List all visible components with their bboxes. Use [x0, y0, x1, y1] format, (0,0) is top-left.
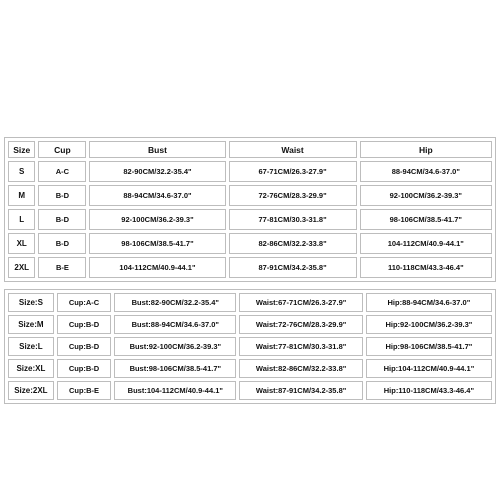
table-row: [8, 257, 492, 278]
hip-cell: Hip:92-100CM/36.2-39.3": [366, 315, 492, 334]
header-size: Size: [8, 141, 35, 158]
table-row: [8, 161, 492, 182]
size-chart-table: [4, 137, 496, 282]
bust-cell: Bust:104-112CM/40.9-44.1": [114, 381, 236, 400]
table-header-row: [8, 141, 492, 158]
table-row: [8, 359, 492, 378]
size-cell: S: [8, 161, 35, 182]
waist-cell: Waist:77-81CM/30.3-31.8": [239, 337, 362, 356]
table-row: [8, 293, 492, 312]
cup-cell: A-C: [38, 161, 86, 182]
size-cell: XL: [8, 233, 35, 254]
size-cell: Size:M: [8, 315, 54, 334]
bust-cell: 98-106CM/38.5-41.7": [89, 233, 225, 254]
cup-cell: Cup:B-E: [57, 381, 111, 400]
waist-cell: Waist:67-71CM/26.3-27.9": [239, 293, 362, 312]
hip-cell: 98-106CM/38.5-41.7": [360, 209, 492, 230]
cup-cell: B-D: [38, 185, 86, 206]
cup-cell: B-E: [38, 257, 86, 278]
waist-cell: 67-71CM/26.3-27.9": [229, 161, 357, 182]
hip-cell: 104-112CM/40.9-44.1": [360, 233, 492, 254]
waist-cell: Waist:87-91CM/34.2-35.8": [239, 381, 362, 400]
bust-cell: Bust:98-106CM/38.5-41.7": [114, 359, 236, 378]
size-cell: Size:S: [8, 293, 54, 312]
table-row: [8, 233, 492, 254]
waist-cell: Waist:72-76CM/28.3-29.9": [239, 315, 362, 334]
hip-cell: Hip:88-94CM/34.6-37.0": [366, 293, 492, 312]
waist-cell: 87-91CM/34.2-35.8": [229, 257, 357, 278]
table-row: [8, 209, 492, 230]
table-row: [8, 337, 492, 356]
header-bust: Bust: [89, 141, 225, 158]
header-cup: Cup: [38, 141, 86, 158]
waist-cell: Waist:82-86CM/32.2-33.8": [239, 359, 362, 378]
cup-cell: B-D: [38, 233, 86, 254]
bust-cell: Bust:82-90CM/32.2-35.4": [114, 293, 236, 312]
bust-cell: 88-94CM/34.6-37.0": [89, 185, 225, 206]
size-chart-labeled-table: [4, 289, 496, 404]
waist-cell: 82-86CM/32.2-33.8": [229, 233, 357, 254]
bust-cell: 82-90CM/32.2-35.4": [89, 161, 225, 182]
size-cell: Size:2XL: [8, 381, 54, 400]
size-cell: Size:L: [8, 337, 54, 356]
waist-cell: 72-76CM/28.3-29.9": [229, 185, 357, 206]
cup-cell: Cup:B-D: [57, 315, 111, 334]
bust-cell: 92-100CM/36.2-39.3": [89, 209, 225, 230]
hip-cell: 92-100CM/36.2-39.3": [360, 185, 492, 206]
hip-cell: Hip:98-106CM/38.5-41.7": [366, 337, 492, 356]
size-cell: M: [8, 185, 35, 206]
table-row: [8, 381, 492, 400]
cup-cell: Cup:A-C: [57, 293, 111, 312]
table-row: [8, 315, 492, 334]
hip-cell: Hip:104-112CM/40.9-44.1": [366, 359, 492, 378]
header-waist: Waist: [229, 141, 357, 158]
size-cell: L: [8, 209, 35, 230]
cup-cell: Cup:B-D: [57, 337, 111, 356]
bust-cell: Bust:88-94CM/34.6-37.0": [114, 315, 236, 334]
waist-cell: 77-81CM/30.3-31.8": [229, 209, 357, 230]
table-row: [8, 185, 492, 206]
bust-cell: 104-112CM/40.9-44.1": [89, 257, 225, 278]
header-hip: Hip: [360, 141, 492, 158]
hip-cell: Hip:110-118CM/43.3-46.4": [366, 381, 492, 400]
size-cell: 2XL: [8, 257, 35, 278]
hip-cell: 88-94CM/34.6-37.0": [360, 161, 492, 182]
cup-cell: Cup:B-D: [57, 359, 111, 378]
hip-cell: 110-118CM/43.3-46.4": [360, 257, 492, 278]
cup-cell: B-D: [38, 209, 86, 230]
bust-cell: Bust:92-100CM/36.2-39.3": [114, 337, 236, 356]
size-cell: Size:XL: [8, 359, 54, 378]
